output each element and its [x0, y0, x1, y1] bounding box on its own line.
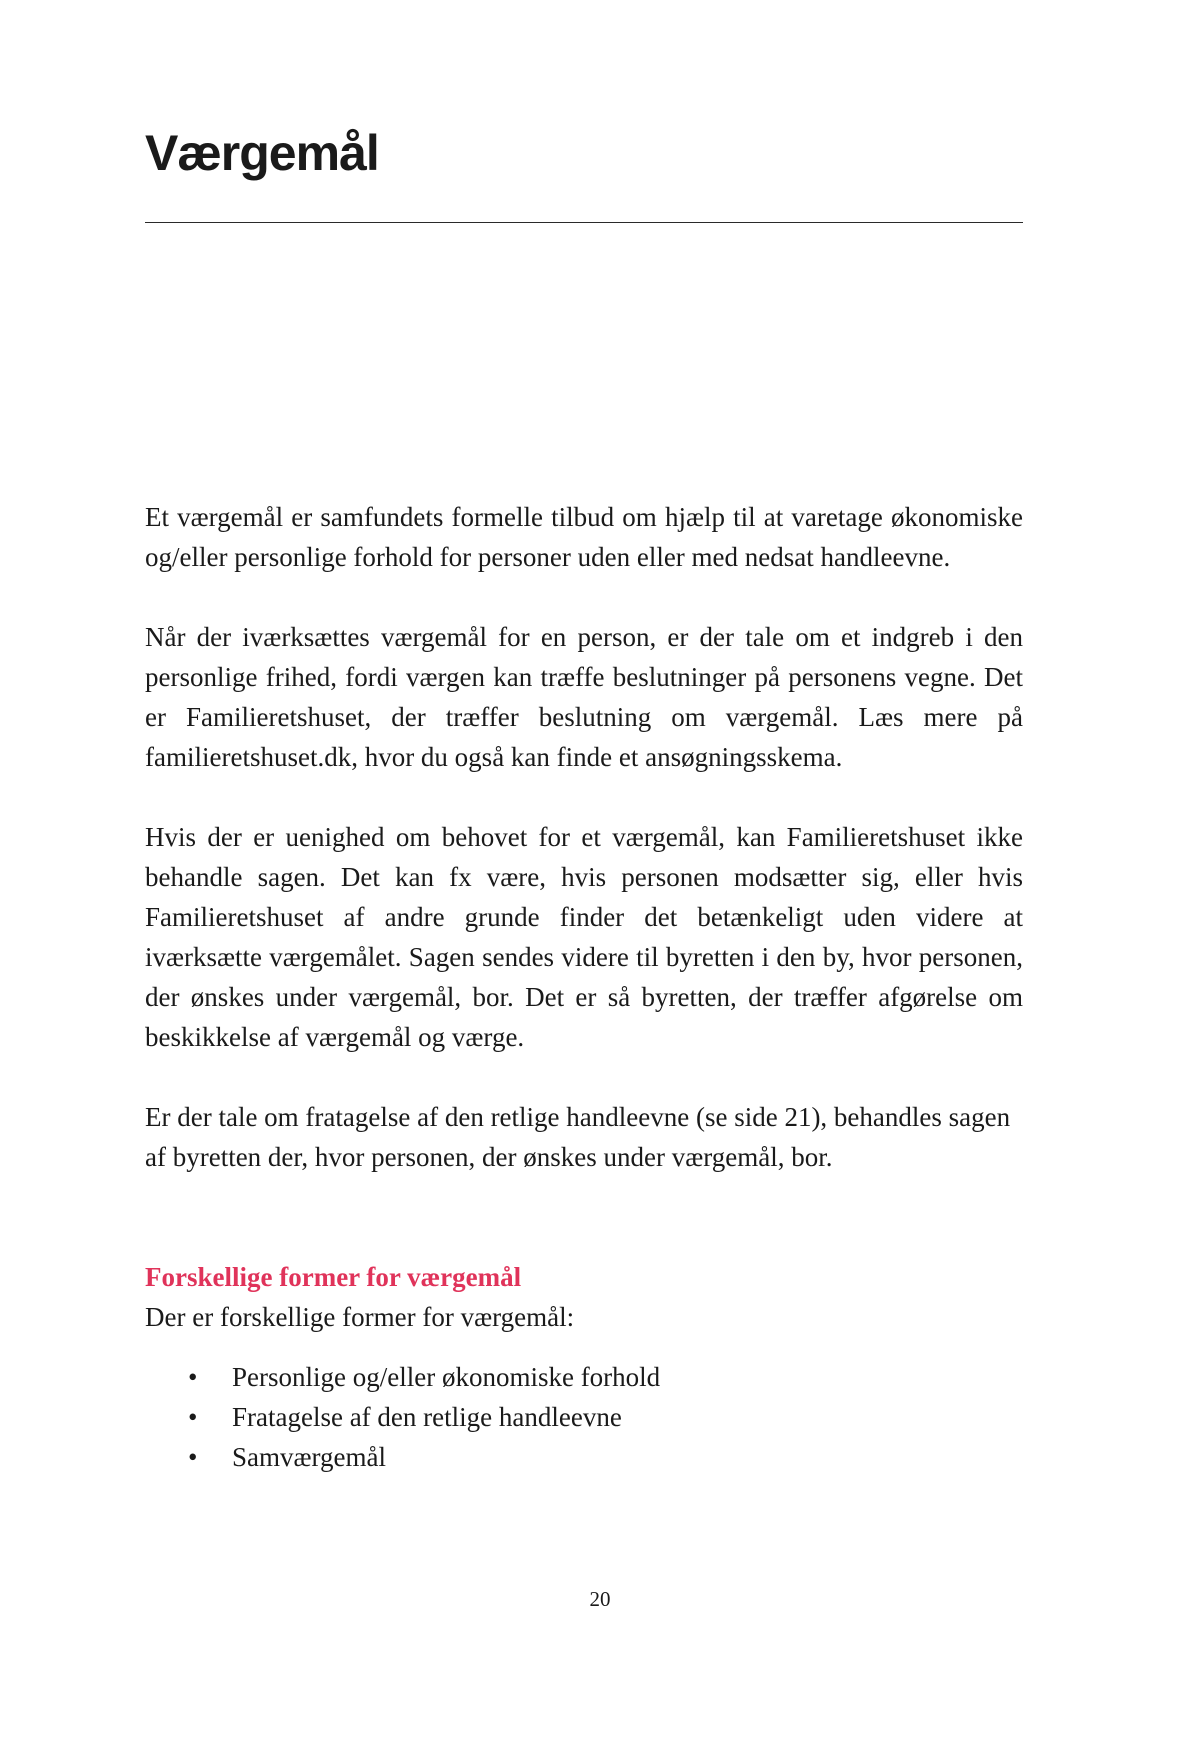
paragraph-legal-capacity: Er der tale om fratagelse af den retlige handleevne (se side 21), behandles sagen af byretten der, hvor personen, der ønskes under værgemål, bor.	[145, 1102, 1011, 1172]
title-divider	[145, 222, 1023, 223]
list-item	[145, 1397, 1023, 1437]
list-item	[145, 1357, 1023, 1397]
section-heading: Forskellige former for værgemål	[145, 1262, 522, 1292]
body-content	[145, 497, 1023, 1477]
bullet-icon: •	[188, 1362, 198, 1392]
list-item-label: Personlige og/eller økonomiske forhold	[232, 1362, 661, 1392]
page-number: 20	[589, 1587, 611, 1611]
bullet-icon: •	[188, 1442, 198, 1472]
section-intro: Der er forskellige former for værgemål:	[145, 1302, 575, 1332]
paragraph-intervention: Når der iværksættes værgemål for en person, er der tale om et indgreb i den personlige frihed, fordi værgen kan træffe beslutninger på personens vegne. Det er Familieretshuset, der træffer beslutning om værgemål. Læs mere på familieretshuset.dk, hvor du også kan finde et ansøgningsskema.	[145, 622, 1023, 772]
list-item	[145, 1437, 1023, 1477]
bullet-list	[145, 1357, 1023, 1477]
paragraph-disagreement: Hvis der er uenighed om behovet for et værgemål, kan Familieretshuset ikke behandle sagen. Det kan fx være, hvis personen modsætter sig, eller hvis Familieretshuset af andre grunde finder det betænkeligt uden videre at iværksætte værgemålet. Sagen sendes videre til byretten i den by, hvor personen, der ønskes under værgemål, bor. Det er så byretten, der træffer afgørelse om beskikkelse af værgemål og værge.	[145, 822, 1023, 1052]
list-item-label: Fratagelse af den retlige handleevne	[232, 1402, 622, 1432]
bullet-icon: •	[188, 1402, 198, 1432]
page-title: Værgemål	[145, 125, 379, 181]
paragraph-intro: Et værgemål er samfundets formelle tilbud om hjælp til at varetage økonomiske og/eller personlige forhold for personer uden eller med nedsat handleevne.	[145, 502, 1023, 572]
list-item-label: Samværgemål	[232, 1442, 386, 1472]
